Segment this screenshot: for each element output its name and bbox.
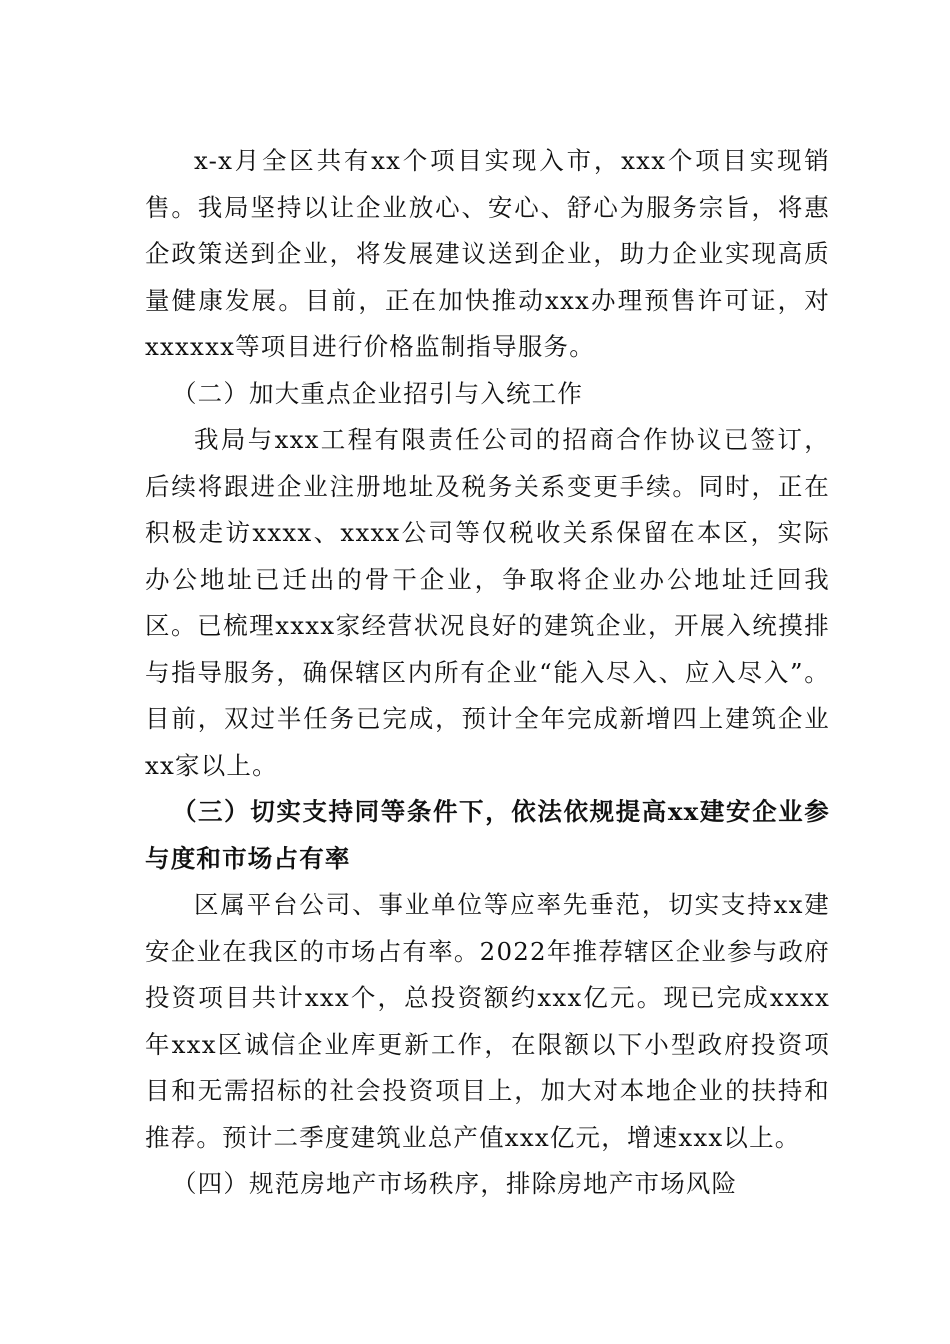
paragraph-sales-summary: x-x月全区共有xx个项目实现入市，xxx个项目实现销售。我局坚持以让企业放心、安心、舒心为服务宗旨，将惠企政策送到企业，将发展建议送到企业，助力企业实现高质量健康发展。目前，正在加快推动xxx办理预售许可证，对xxxxxx等项目进行价格监制指导服务。 bbox=[145, 146, 830, 361]
paragraph-enterprise-recruitment: 我局与xxx工程有限责任公司的招商合作协议已签订，后续将跟进企业注册地址及税务关系变更手续。同时，正在积极走访xxxx、xxxx公司等仅税收关系保留在本区，实际办公地址已迁出的骨干企业，争取将企业办公地址迁回我区。已梳理xxxx家经营状况良好的建筑企业，开展入统摸排与指导服务，确保辖区内所有企业“能入尽入、应入尽入”。目前，双过半任务已完成，预计全年完成新增四上建筑企业xx家以上。 bbox=[145, 425, 830, 780]
section-heading-3: （三）切实支持同等条件下，依法依规提高xx建安企业参与度和市场占有率 bbox=[145, 797, 830, 873]
section-heading-4: （四）规范房地产市场秩序，排除房地产市场风险 bbox=[171, 1169, 738, 1198]
section-heading-2: （二）加大重点企业招引与入统工作 bbox=[171, 378, 584, 408]
document-page bbox=[145, 138, 830, 1208]
paragraph-market-share: 区属平台公司、事业单位等应率先垂范，切实支持xx建安企业在我区的市场占有率。2022年推荐辖区企业参与政府投资项目共计xxx个，总投资额约xxx亿元。现已完成xxxx年xxx区诚信企业库更新工作，在限额以下小型政府投资项目和无需招标的社会投资项目上，加大对本地企业的扶持和推荐。预计二季度建筑业总产值xxx亿元，增速xxx以上。 bbox=[145, 890, 830, 1152]
